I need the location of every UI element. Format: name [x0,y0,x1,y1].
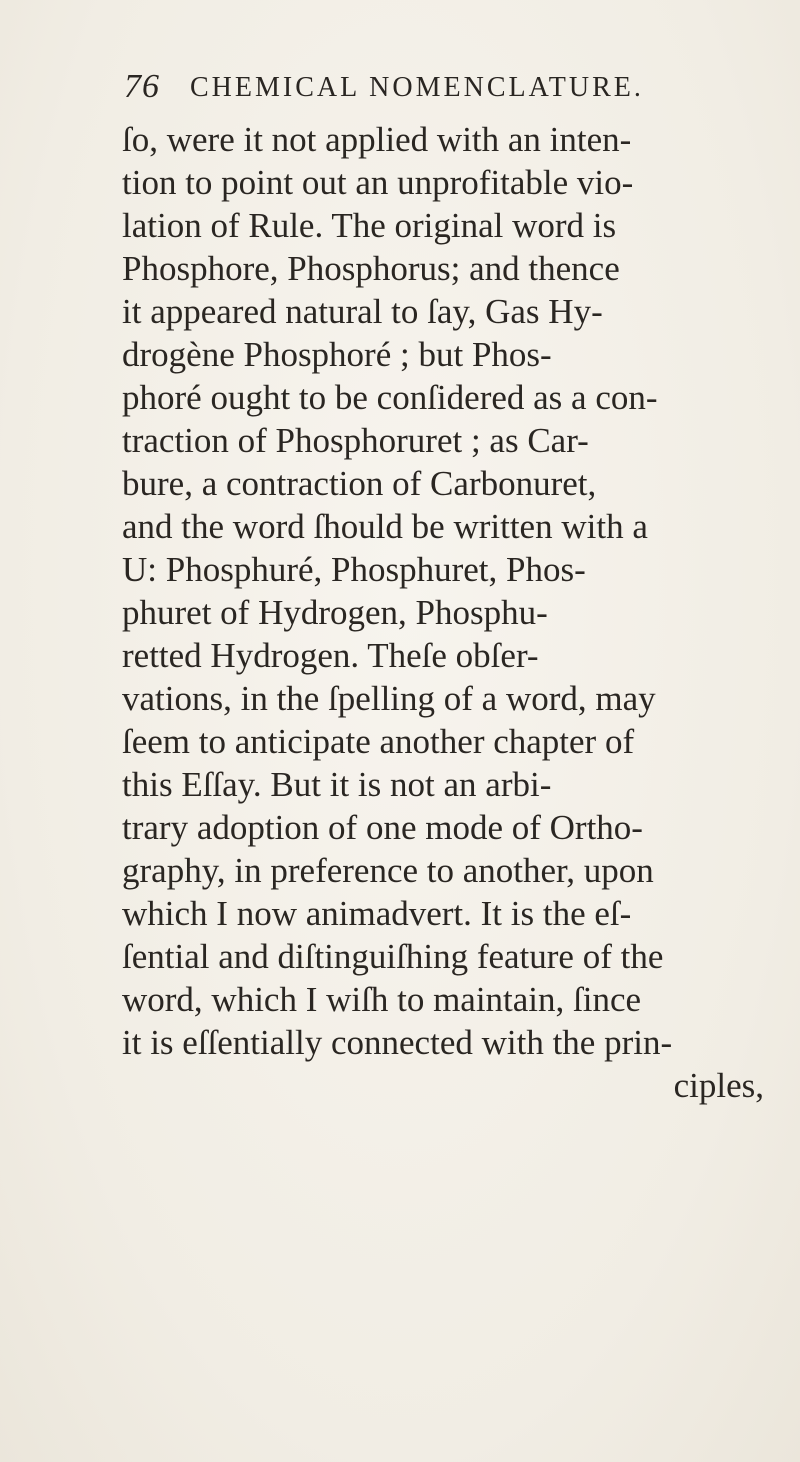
text-line-20: ſential and diſtinguiſhing feature of the [122,937,664,976]
text-line-11: U: Phosphuré, Phosphuret, Phos- [122,550,586,589]
text-line-3: lation of Rule. The original word is [122,206,617,245]
text-line-4: Phosphore, Phosphorus; and thence [122,249,620,288]
text-line-8: traction of Phosphoruret ; as Car- [122,421,589,460]
text-line-22: it is eſſentially connected with the prin- [122,1023,673,1062]
text-line-14: vations, in the ſpelling of a word, may [122,679,656,718]
catchword: ciples, [673,1066,764,1105]
text-line-21: word, which I wiſh to maintain, ſince [122,980,642,1019]
text-line-1: ſo, were it not applied with an inten- [122,120,632,159]
text-line-7: phoré ought to be conſidered as a con- [122,378,658,417]
text-line-13: retted Hydrogen. Theſe obſer- [122,636,539,675]
text-line-15: ſeem to anticipate another chapter of [122,722,635,761]
text-line-10: and the word ſhould be written with a [122,507,648,546]
text-line-16: this Eſſay. But it is not an arbi- [122,765,552,804]
running-head: CHEMICAL NOMENCLATURE. [190,72,644,103]
text-line-9: bure, a contraction of Carbonuret, [122,464,597,503]
text-line-5: it appeared natural to ſay, Gas Hy- [122,292,603,331]
text-line-2: tion to point out an unprofitable vio- [122,163,634,202]
text-line-19: which I now animadvert. It is the eſ- [122,894,632,933]
text-line-6: drogène Phosphoré ; but Phos- [122,335,552,374]
text-line-12: phuret of Hydrogen, Phosphu- [122,593,548,632]
page-header [124,62,724,112]
text-line-18: graphy, in preference to another, upon [122,851,654,890]
page-number: 76 [124,68,160,105]
text-line-17: trary adoption of one mode of Ortho- [122,808,643,847]
body-text [122,118,782,1107]
